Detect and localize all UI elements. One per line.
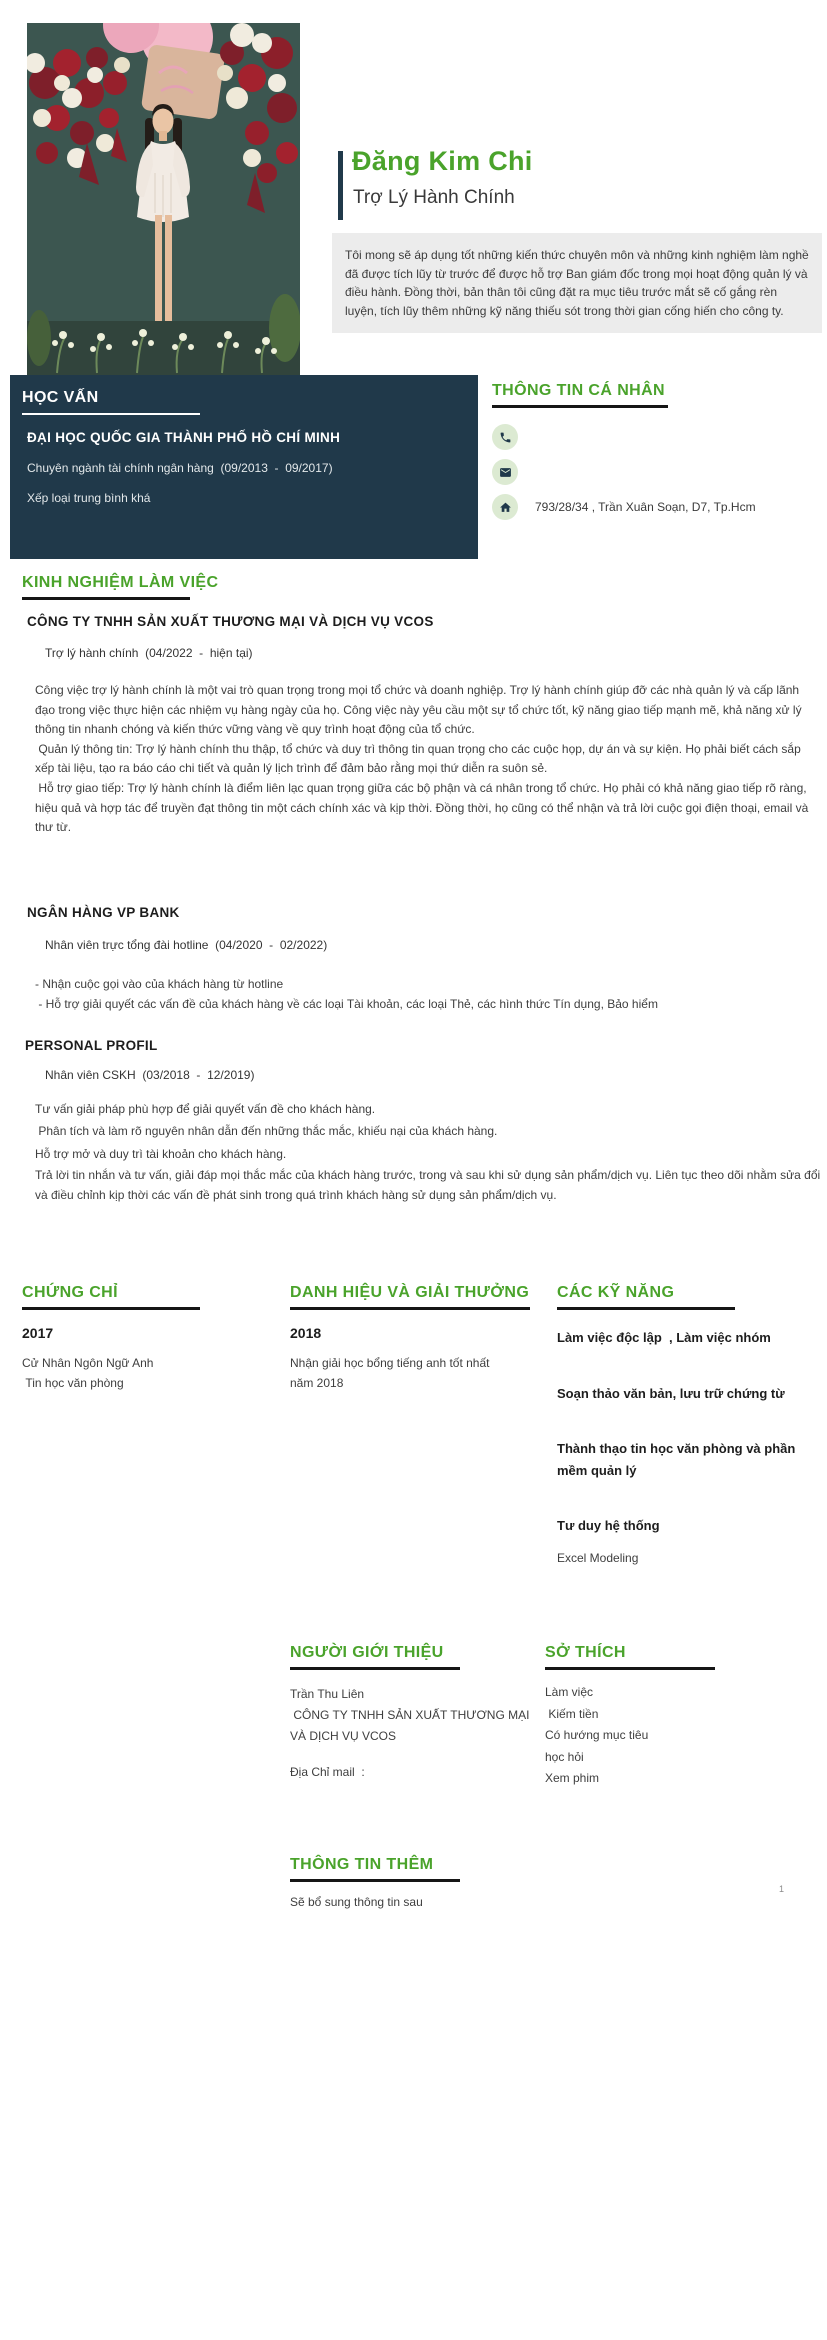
job-company: PERSONAL PROFIL	[25, 1038, 158, 1053]
award-text: Nhận giải học bổng tiếng anh tốt nhất năm 2018	[290, 1356, 493, 1390]
certificate-item: Cử Nhân Ngôn Ngữ Anh	[22, 1356, 154, 1370]
awards-title: DANH HIỆU VÀ GIẢI THƯỞNG	[290, 1284, 530, 1301]
job-description	[35, 681, 821, 838]
referee-underline	[290, 1667, 460, 1670]
skill-item: Làm việc độc lập , Làm việc nhóm	[557, 1330, 771, 1345]
name-accent-bar	[338, 151, 343, 220]
additional-info-text: Sẽ bổ sung thông tin sau	[290, 1895, 423, 1909]
profile-photo	[27, 23, 300, 375]
job-line: Hỗ trợ mở và duy trì tài khoản cho khách hàng.	[35, 1146, 287, 1161]
skills-title: CÁC KỸ NĂNG	[557, 1284, 675, 1301]
job-bullet: - Hỗ trợ giải quyết các vấn đề của khách hàng về các loại Tài khoản, các loại Thẻ, các hình thức Tín dụng, Bảo hiểm	[35, 996, 658, 1011]
personal-info-title: THÔNG TIN CÁ NHÂN	[492, 382, 666, 399]
certificate-list	[22, 1353, 262, 1393]
hobby-item: Xem phim	[545, 1771, 600, 1785]
education-grade: Xếp loại trung bình khá	[27, 491, 151, 505]
candidate-title: Trợ Lý Hành Chính	[353, 187, 515, 208]
certificate-item: Tin học văn phòng	[22, 1376, 124, 1390]
education-title-underline	[22, 413, 200, 415]
page-number: 1	[779, 1884, 785, 1894]
summary-paragraph: Tôi mong sẽ áp dụng tốt những kiến thức chuyên môn và những kinh nghiệm làm nghề đã được tích lũy từ trước để được hỗ trợ Ban giám đốc trong mọi hoạt động quản lý và điều hành. Đồng thời, bản thân tôi cũng đặt ra mục tiêu trước mắt sẽ cố gắng rèn luyện, tích lũy thêm những kỹ năng thiếu sót trong thời gian cống hiến cho công ty.	[332, 233, 822, 333]
personal-info-underline	[492, 405, 668, 408]
hobby-item: học hỏi	[545, 1749, 584, 1764]
awards-underline	[290, 1307, 530, 1310]
job-paragraph: Hỗ trợ giao tiếp: Trợ lý hành chính là điểm liên lạc quan trọng giữa các bộ phận và cá nhân trong tổ chức. Họ phải có khả năng giao tiếp rõ ràng, hiệu quả và hợp tác để truyền đạt thông tin một cách chính xác và kịp thời. Đồng thời, họ cũng có thể nhận và trả lời cuộc gọi điện thoại, email và thư từ.	[35, 780, 812, 835]
education-school: ĐẠI HỌC QUỐC GIA THÀNH PHỐ HỒ CHÍ MINH	[27, 430, 341, 445]
job-description	[35, 1098, 824, 1205]
profile-photo-image	[27, 23, 300, 375]
certificate-year: 2017	[22, 1325, 54, 1341]
job-line: Phân tích và làm rõ nguyên nhân dẫn đến những thắc mắc, khiếu nại của khách hàng.	[35, 1124, 498, 1139]
education-section	[10, 375, 478, 559]
home-icon	[492, 494, 518, 520]
personal-info-section	[492, 382, 812, 520]
certificates-section	[22, 1284, 262, 1393]
additional-info-section	[290, 1856, 545, 1909]
job-paragraph: Trả lời tin nhắn và tư vấn, giải đáp mọi thắc mắc của khách hàng trước, trong và sau khi sử dụng sản phẩm/dịch vụ. Liên tục theo dõi nhằm sửa đổi và điều chỉnh kịp thời các vấn đề phát sinh trong quá trình khách hàng sử dụng sản phẩm/dịch vụ.	[35, 1168, 824, 1203]
address-row	[492, 494, 812, 520]
referee-company: CÔNG TY TNHH SẢN XUẤT THƯƠNG MẠI VÀ DỊCH VỤ VCOS	[290, 1708, 533, 1743]
education-section-title: HỌC VẤN	[22, 389, 99, 406]
hobby-item: Làm việc	[545, 1685, 594, 1699]
job-role: Nhân viên CSKH (03/2018 - 12/2019)	[45, 1068, 255, 1082]
certificates-title: CHỨNG CHỈ	[22, 1284, 118, 1301]
hobbies-underline	[545, 1667, 715, 1670]
referee-name: Trần Thu Liên	[290, 1687, 365, 1701]
candidate-name: Đăng Kim Chi	[352, 146, 533, 176]
skills-section	[557, 1284, 812, 1565]
job-role: Trợ lý hành chính (04/2022 - hiện tại)	[45, 646, 253, 660]
job-bullet: - Nhận cuộc gọi vào của khách hàng từ hotline	[35, 977, 284, 991]
experience-section-title: KINH NGHIỆM LÀM VIỆC	[22, 574, 219, 591]
hobby-item: Có hướng mục tiêu	[545, 1728, 649, 1742]
experience-title-underline	[22, 597, 190, 600]
additional-info-title: THÔNG TIN THÊM	[290, 1856, 434, 1873]
email-row	[492, 459, 812, 485]
phone-icon	[492, 424, 518, 450]
skill-item: Soạn thảo văn bản, lưu trữ chứng từ	[557, 1385, 785, 1401]
referee-mail-label: Địa Chỉ mail :	[290, 1765, 365, 1779]
phone-row	[492, 424, 812, 450]
skill-item: Tư duy hệ thống	[557, 1518, 660, 1533]
job-role: Nhân viên trực tổng đài hotline (04/2020 - 02/2022)	[45, 938, 328, 952]
skills-underline	[557, 1307, 735, 1310]
referee-section	[290, 1644, 545, 1779]
award-year: 2018	[290, 1325, 322, 1341]
job-line: Tư vấn giải pháp phù hợp để giải quyết vấn đề cho khách hàng.	[35, 1102, 376, 1116]
job-paragraph: Công việc trợ lý hành chính là một vai trò quan trọng trong mọi tổ chức và doanh nghiệp. Trợ lý hành chính giúp đỡ các nhà quản lý và cấp lãnh đạo trong việc thực hiện các nhiệm vụ hàng ngày của họ. Công việc này yêu cầu một sự tổ chức tốt, kỹ năng giao tiếp mạnh mẽ, khả năng xử lý thông tin nhanh chóng và kiến thức vững vàng về quy trình hoạt động của tổ chức.	[35, 683, 805, 737]
address-value: 793/28/34 , Trần Xuân Soạn, D7, Tp.Hcm	[535, 500, 756, 514]
job-company: CÔNG TY TNHH SẢN XUẤT THƯƠNG MẠI VÀ DỊCH VỤ VCOS	[27, 614, 434, 629]
hobby-item: Kiếm tiền	[545, 1706, 599, 1721]
additional-info-underline	[290, 1879, 460, 1882]
skill-item: Thành thạo tin học văn phòng và phần mềm quản lý	[557, 1441, 799, 1478]
job-company: NGÂN HÀNG VP BANK	[27, 905, 180, 920]
experience-section-header	[22, 574, 218, 600]
hobbies-title: SỞ THÍCH	[545, 1644, 626, 1661]
hobbies-section	[545, 1644, 795, 1790]
job-paragraph: Quản lý thông tin: Trợ lý hành chính thu thập, tổ chức và duy trì thông tin quan trọng cho các cuộc họp, dự án và sự kiện. Họ phải biết cách sắp xếp tài liệu, tạo ra báo cáo chi tiết và quản lý lịch trình để đảm bảo rằng mọi thứ diễn ra suôn sẻ.	[35, 741, 805, 776]
referee-title: NGƯỜI GIỚI THIỆU	[290, 1644, 444, 1661]
job-description	[35, 975, 821, 1014]
awards-section	[290, 1284, 540, 1393]
hobby-list	[545, 1682, 795, 1790]
certificates-underline	[22, 1307, 200, 1310]
email-icon	[492, 459, 518, 485]
education-major: Chuyên ngành tài chính ngân hàng (09/2013 - 09/2017)	[27, 461, 333, 475]
skill-item-secondary: Excel Modeling	[557, 1550, 639, 1565]
referee-details	[290, 1684, 545, 1747]
